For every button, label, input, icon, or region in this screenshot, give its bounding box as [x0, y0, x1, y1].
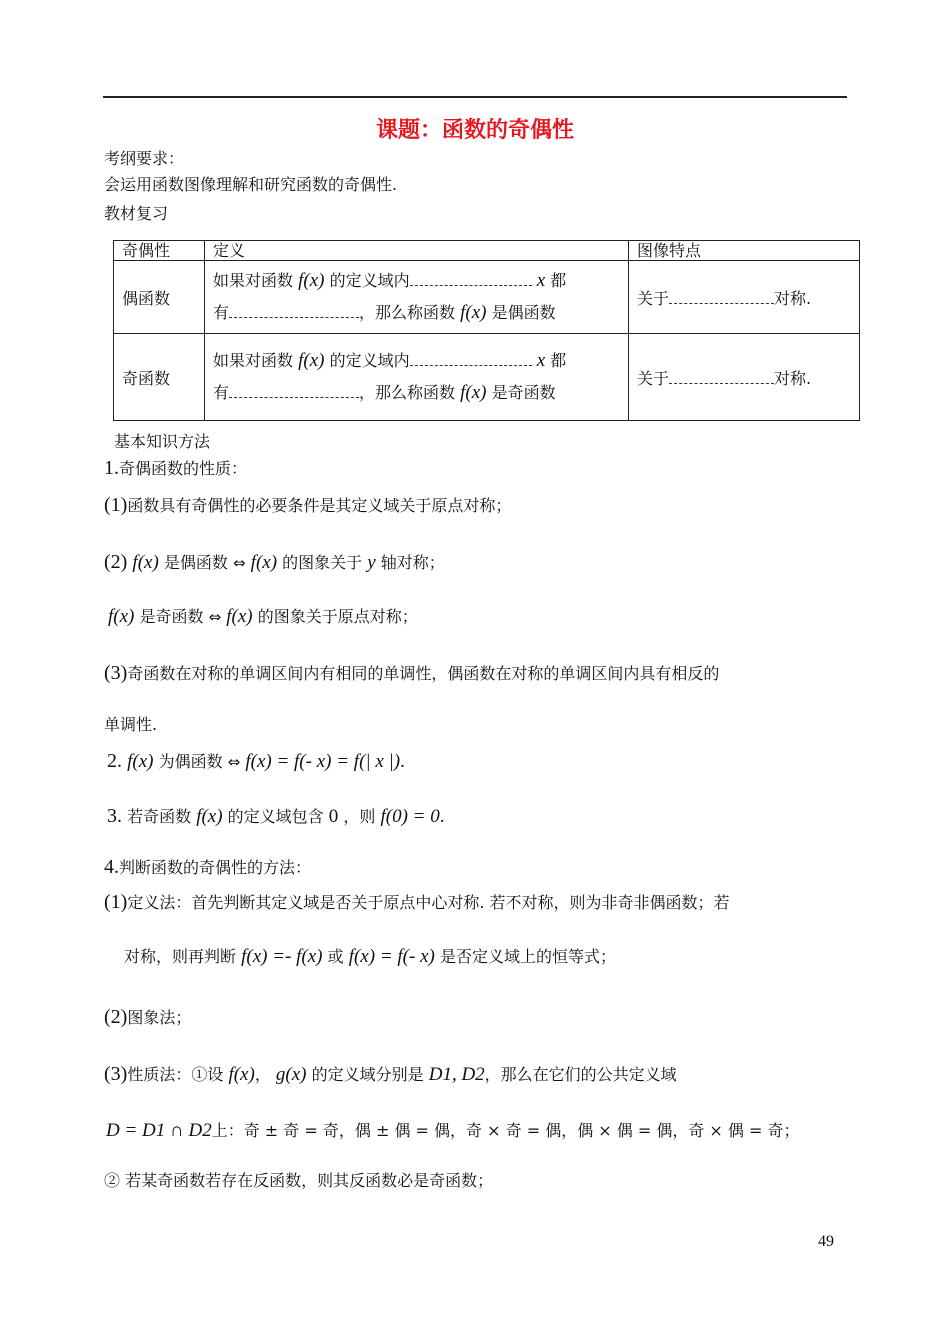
def-text: 如果对函数	[213, 351, 294, 370]
row-definition-odd	[205, 334, 629, 421]
item-text: ，则	[343, 807, 376, 826]
blank-field	[669, 369, 774, 384]
item-4-1-cont	[124, 946, 616, 968]
page-number: 49	[818, 1233, 834, 1250]
iff-symbol: ⇔	[227, 753, 241, 771]
row-feature-even	[629, 261, 860, 334]
domain-pair: D1, D2	[428, 1064, 485, 1085]
item-text: 的图象关于	[282, 553, 363, 572]
fx-symbol: f(x)	[226, 606, 253, 627]
item-text: 是偶函数	[163, 553, 228, 572]
item-text: 判断函数的奇偶性的方法：	[119, 858, 312, 877]
row-definition-even	[205, 261, 629, 334]
iff-symbol: ⇔	[233, 554, 246, 572]
feature-text: 对称.	[774, 368, 812, 388]
item-text: 对称，则再判断	[124, 947, 237, 966]
item-text: 是奇函数	[139, 607, 204, 626]
item-text: 的图象关于原点对称；	[257, 607, 418, 626]
item-4-3-2: ② 若某奇函数若存在反函数，则其反函数必是奇函数；	[104, 1171, 494, 1190]
item-text: 函数具有奇偶性的必要条件是其定义域关于原点对称；	[127, 496, 512, 515]
odd-zero-identity: f(0) = 0	[380, 806, 440, 827]
item-text: 性质法：①设	[127, 1065, 224, 1084]
item-1-2	[104, 551, 445, 574]
item-text: 若奇函数	[127, 807, 192, 826]
item-number: 1.	[104, 457, 119, 479]
blank-field	[229, 383, 359, 398]
fx-symbol: f(x)	[196, 806, 223, 827]
row-name-odd: 奇函数	[114, 334, 205, 421]
item-4-3-cont	[106, 1120, 800, 1142]
item-4-2	[104, 1006, 191, 1029]
fx-symbol: f(x)	[250, 552, 278, 573]
item-1-2b	[108, 606, 418, 628]
blank-field	[410, 271, 532, 286]
table-row	[114, 261, 860, 334]
table-row	[114, 334, 860, 421]
parity-table	[113, 240, 860, 421]
x-symbol: x	[536, 270, 546, 291]
item-1	[104, 457, 247, 480]
def-text: 如果对函数	[213, 271, 294, 290]
top-rule	[103, 96, 847, 98]
item-text: 奇偶函数的性质：	[119, 459, 248, 478]
odd-definition: f(x) =- f(x)	[241, 946, 323, 967]
item-text: 的定义域包含	[227, 807, 324, 826]
item-text: 轴对称；	[380, 553, 445, 572]
fx-symbol: f(x)	[132, 552, 159, 573]
item-text: ，那么在它们的公共定义域	[484, 1065, 677, 1084]
fx-symbol: f(x)	[108, 606, 135, 627]
item-text: 上：奇 ± 奇 = 奇，偶 ± 偶 = 偶，奇 × 奇 = 偶，偶 × 偶 = 偶，奇 × 偶 = 奇；	[211, 1121, 800, 1140]
item-1-1	[104, 494, 511, 517]
item-text: 的定义域分别是	[311, 1065, 424, 1084]
domain-intersection: D = D1 ∩ D2	[106, 1120, 212, 1141]
def-text: 有	[213, 303, 230, 322]
header-graph-feature: 图像特点	[629, 241, 860, 261]
item-3: 3. 若奇函数 f(x) 的定义域包含 0 ，则 f(0) = 0.	[107, 805, 445, 827]
def-text: 的定义域内	[329, 271, 410, 290]
fx-symbol: f(x)	[298, 350, 325, 371]
blank-field	[410, 351, 532, 366]
header-definition: 定义	[205, 241, 629, 261]
item-1-3-cont: 单调性.	[104, 715, 158, 734]
feature-text: 关于	[637, 288, 670, 308]
zero-symbol: 0	[328, 806, 339, 827]
header-parity: 奇偶性	[114, 241, 205, 261]
row-feature-odd	[629, 334, 860, 421]
fx-symbol: f(x)	[228, 1064, 255, 1085]
page-title: 课题：函数的奇偶性	[375, 118, 574, 143]
def-text: 有	[213, 383, 230, 402]
blank-field	[229, 303, 359, 318]
requirement-text: 会运用函数图像理解和研究函数的奇偶性.	[104, 175, 398, 194]
def-text: 是偶函数	[491, 303, 556, 322]
item-1-3	[104, 662, 719, 685]
item-number: (3)	[104, 662, 128, 684]
item-text: 为偶函数	[158, 752, 223, 771]
even-identity: f(x) = f(- x) = f(| x |)	[245, 751, 401, 772]
item-number: (2)	[104, 1006, 128, 1028]
row-name-even: 偶函数	[114, 261, 205, 334]
fx-symbol: f(x)	[460, 302, 487, 323]
fx-symbol: f(x)	[460, 382, 487, 403]
item-text: 是否定义域上的恒等式；	[439, 947, 616, 966]
x-symbol: x	[536, 350, 546, 371]
item-4	[104, 856, 311, 879]
review-label: 教材复习	[104, 204, 169, 223]
item-number: 2.	[107, 750, 122, 772]
item-number: 4.	[104, 856, 119, 878]
item-text: 奇函数在对称的单调区间内有相同的单调性，偶函数在对称的单调区间内具有相反的	[127, 664, 720, 683]
even-definition: f(x) = f(- x)	[348, 946, 435, 967]
item-text: 图象法；	[127, 1008, 192, 1027]
y-symbol: y	[367, 552, 376, 573]
def-text: ，那么称函数	[359, 303, 456, 322]
feature-text: 对称.	[774, 288, 812, 308]
basics-heading: 基本知识方法	[114, 432, 211, 451]
def-text: 的定义域内	[329, 351, 410, 370]
iff-symbol: ⇔	[208, 608, 222, 626]
fx-symbol: f(x)	[127, 751, 154, 772]
item-number: 3.	[107, 805, 122, 827]
feature-text: 关于	[637, 368, 670, 388]
requirement-label: 考纲要求：	[104, 149, 185, 168]
def-text: 是奇函数	[491, 383, 556, 402]
item-4-1	[104, 891, 730, 914]
item-number: (1)	[104, 891, 128, 913]
def-text: 都	[550, 351, 567, 370]
item-number: (2)	[104, 551, 128, 573]
def-text: ，那么称函数	[359, 383, 456, 402]
item-text: 定义法：首先判断其定义域是否关于原点中心对称. 若不对称，则为非奇非偶函数；若	[127, 893, 730, 912]
def-text: 都	[550, 271, 567, 290]
item-2: 2. f(x) 为偶函数 ⇔ f(x) = f(- x) = f(| x |).	[107, 750, 405, 772]
item-text: 或	[327, 947, 344, 966]
fx-symbol: f(x)	[298, 270, 325, 291]
gx-symbol: g(x)	[275, 1064, 307, 1085]
table-header-row	[114, 241, 860, 261]
item-number: (3)	[104, 1063, 128, 1085]
item-number: (1)	[104, 494, 128, 516]
item-4-3	[104, 1063, 677, 1086]
item-text: ，	[254, 1065, 271, 1084]
blank-field	[669, 289, 774, 304]
